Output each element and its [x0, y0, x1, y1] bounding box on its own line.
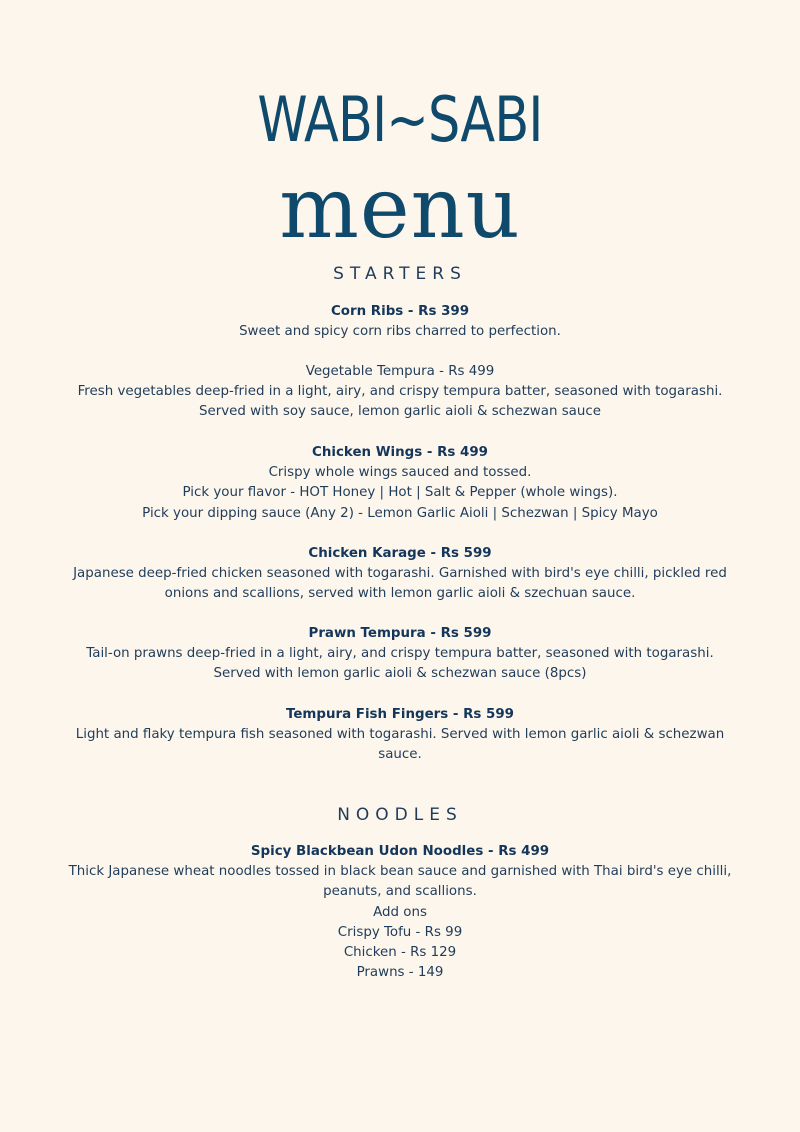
item-description: Japanese deep-fried chicken seasoned with togarashi. Garnished with bird's eye chilli, pickled red: [73, 566, 727, 582]
item-name: Chicken Wings - Rs 499: [312, 445, 488, 460]
brand-logo-text: WABI~SABI: [257, 83, 543, 156]
menu-item-spicy-blackbean-udon: [20, 842, 780, 983]
item-description: peanuts, and scallions.: [323, 884, 477, 900]
menu-item-vegetable-tempura: [20, 362, 780, 423]
section-heading-noodles: NOODLES: [337, 805, 463, 825]
add-on-item: Crispy Tofu - Rs 99: [337, 924, 463, 940]
menu-item-tempura-fish-fingers: [20, 705, 780, 766]
section-heading-starters: STARTERS: [333, 264, 467, 284]
item-description: Served with soy sauce, lemon garlic aioli & schezwan sauce: [199, 404, 601, 420]
menu-item-chicken-wings: [20, 443, 780, 524]
item-description: sauce.: [378, 747, 422, 763]
item-name: Prawn Tempura - Rs 599: [308, 626, 492, 641]
add-ons-label: Add ons: [373, 904, 427, 920]
item-description: onions and scallions, served with lemon garlic aioli & szechuan sauce.: [164, 586, 636, 602]
menu-item-corn-ribs: [20, 302, 780, 342]
item-description: Crispy whole wings sauced and tossed.: [268, 465, 532, 481]
item-description: Served with lemon garlic aioli & schezwan sauce (8pcs): [213, 666, 587, 682]
item-name: Spicy Blackbean Udon Noodles - Rs 499: [250, 844, 550, 859]
item-description: Light and flaky tempura fish seasoned with togarashi. Served with lemon garlic aioli & schezwan: [75, 727, 725, 743]
menu-item-prawn-tempura: [20, 624, 780, 685]
item-description: Fresh vegetables deep-fried in a light, airy, and crispy tempura batter, seasoned with togarashi.: [77, 384, 723, 400]
item-description: Sweet and spicy corn ribs charred to perfection.: [239, 324, 561, 340]
item-name: Corn Ribs - Rs 399: [330, 304, 470, 319]
add-on-item: Prawns - 149: [356, 965, 444, 981]
item-description: Pick your flavor - HOT Honey | Hot | Salt & Pepper (whole wings).: [182, 485, 618, 501]
item-name: Chicken Karage - Rs 599: [308, 546, 492, 561]
menu-title: menu: [279, 159, 521, 257]
item-description: Tail-on prawns deep-fried in a light, airy, and crispy tempura batter, seasoned with togarashi.: [86, 646, 714, 662]
item-description: Pick your dipping sauce (Any 2) - Lemon Garlic Aioli | Schezwan | Spicy Mayo: [142, 505, 658, 521]
menu-item-chicken-karage: [20, 544, 780, 605]
item-name: Vegetable Tempura - Rs 499: [305, 364, 495, 379]
add-on-item: Chicken - Rs 129: [343, 945, 457, 961]
item-description: Thick Japanese wheat noodles tossed in black bean sauce and garnished with Thai bird's eye chilli,: [68, 864, 732, 880]
item-name: Tempura Fish Fingers - Rs 599: [286, 707, 514, 722]
